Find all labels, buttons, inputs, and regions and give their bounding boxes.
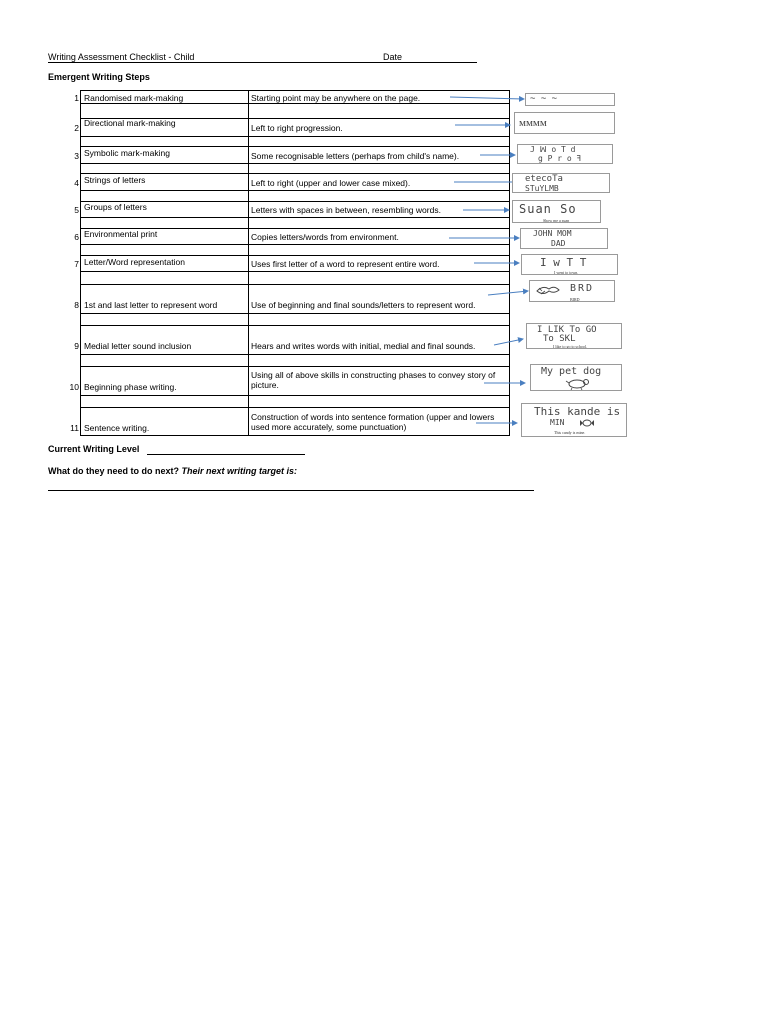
writing-sample: [521, 403, 627, 437]
sample-text: My pet dog: [541, 366, 602, 377]
step-description: Letters with spaces in between, resembling words.: [251, 205, 441, 215]
current-level-label: Current Writing Level: [48, 444, 140, 454]
writing-sample: [512, 200, 601, 223]
step-name: Strings of letters: [84, 175, 146, 185]
step-number: 9: [74, 341, 79, 351]
sample-text: MIN: [550, 418, 565, 427]
sample-text: Suan So: [519, 202, 577, 216]
writing-sample: [525, 93, 615, 106]
step-number: 11: [70, 423, 79, 433]
sample-text: I LIK To GO: [537, 325, 597, 335]
step-name: Medial letter sound inclusion: [84, 341, 192, 351]
sample-caption: I went to town.: [554, 270, 579, 275]
sample-text: To SKL: [543, 334, 576, 344]
sample-text: ᴍᴍᴍᴍ: [519, 116, 547, 129]
writing-sample: [521, 254, 618, 275]
candy-drawing-icon: [580, 419, 594, 427]
writing-sample: [526, 323, 622, 349]
step-description: Using all of above skills in constructing phases to convey story of picture.: [251, 370, 496, 390]
sample-text: This kande is: [534, 405, 621, 418]
arrow: [488, 291, 528, 295]
writing-sample: [520, 228, 608, 249]
step-description: Use of beginning and final sounds/letters to represent word.: [251, 300, 476, 310]
next-question-text: What do they need to do next?: [48, 466, 179, 476]
step-number: 7: [74, 259, 79, 269]
next-steps-question: [48, 466, 297, 476]
current-level-field[interactable]: [147, 454, 305, 455]
writing-sample: [530, 364, 622, 391]
step-number: 8: [74, 300, 79, 310]
sample-text: I w T T: [540, 256, 587, 269]
step-name: Environmental print: [84, 229, 158, 239]
sample-caption: Show me a suan: [543, 218, 570, 223]
writing-sample: [529, 280, 615, 302]
step-description: Some recognisable letters (perhaps from child's name).: [251, 151, 460, 161]
step-name: Groups of letters: [84, 202, 147, 212]
step-description: Construction of words into sentence formation (upper and lowers used more accurately, some punctuation): [251, 412, 495, 432]
step-number: 4: [74, 178, 79, 188]
step-description: Starting point may be anywhere on the page.: [251, 93, 421, 103]
step-number: 6: [74, 232, 79, 242]
dog-drawing-icon: [565, 378, 591, 390]
sample-caption: This candy is mine.: [554, 430, 586, 435]
writing-sample: [514, 112, 615, 134]
sample-text: J ꟽ o T d: [530, 145, 576, 154]
writing-sample: [517, 144, 613, 164]
step-name: Randomised mark-making: [84, 93, 184, 103]
sample-text: ~ ~ ~: [530, 94, 558, 104]
title-text: Writing Assessment Checklist - Child: [48, 52, 195, 62]
step-description: Uses first letter of a word to represent entire word.: [251, 259, 440, 269]
sample-text: DAD: [551, 239, 566, 248]
step-number: 2: [74, 123, 79, 133]
sample-text: g P r o ꟻ: [538, 154, 582, 163]
step-description: Left to right (upper and lower case mixed).: [251, 178, 411, 188]
step-number: 3: [74, 151, 79, 161]
next-target-text: Their next writing target is:: [181, 466, 298, 476]
bird-drawing-icon: [535, 284, 563, 298]
sample-text: BRD: [570, 283, 595, 294]
writing-sample: [512, 173, 610, 193]
sample-text: etecoTa: [525, 174, 563, 184]
date-label: Date: [383, 52, 403, 62]
step-description: Copies letters/words from environment.: [251, 232, 399, 242]
step-name: Beginning phase writing.: [84, 382, 177, 392]
sample-caption: BIRD: [570, 297, 580, 302]
step-number: 5: [74, 205, 79, 215]
sample-caption: I like to go to school.: [553, 344, 587, 349]
section-heading: Emergent Writing Steps: [48, 72, 150, 82]
step-name: Directional mark-making: [84, 118, 176, 128]
arrow: [450, 97, 524, 99]
next-target-field[interactable]: [48, 490, 534, 491]
step-name: Sentence writing.: [84, 423, 150, 433]
step-name: Symbolic mark-making: [84, 148, 170, 158]
step-number: 10: [69, 382, 79, 392]
sample-text: STuYLMB: [525, 184, 559, 193]
step-name: 1st and last letter to represent word: [84, 300, 218, 310]
step-description: Left to right progression.: [251, 123, 343, 133]
step-name: Letter/Word representation: [84, 257, 185, 267]
step-number: 1: [74, 93, 79, 103]
arrow: [494, 339, 523, 345]
sample-text: JOHN MOM: [533, 229, 572, 238]
step-description: Hears and writes words with initial, medial and final sounds.: [251, 341, 476, 351]
